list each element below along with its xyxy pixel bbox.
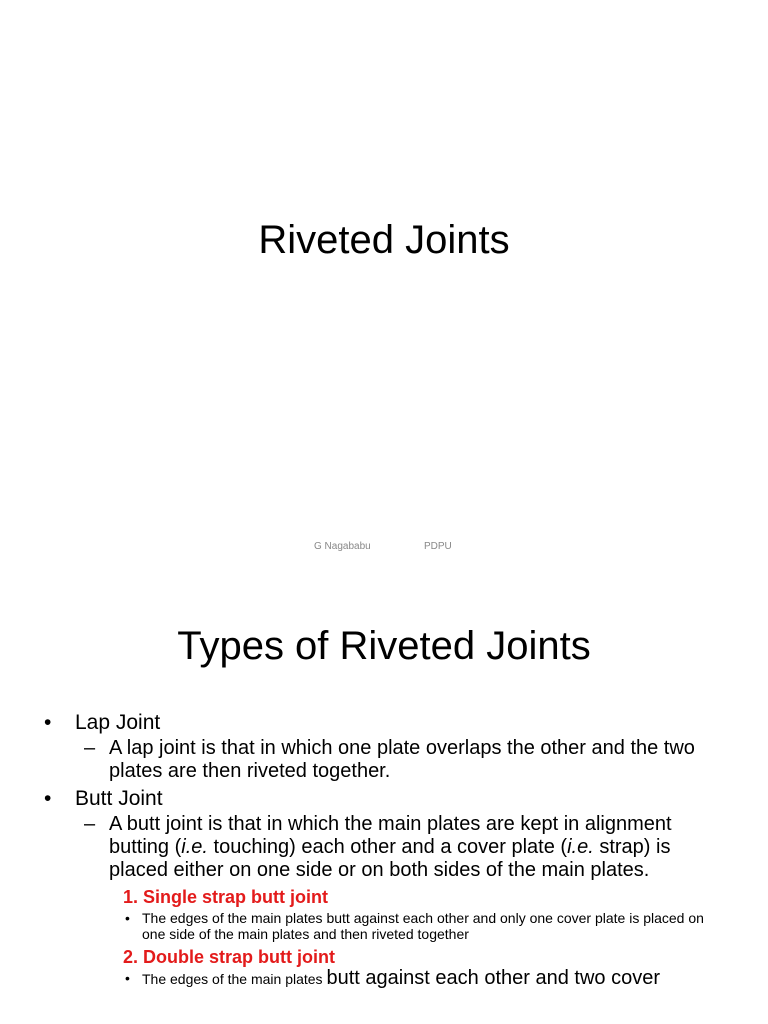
bullet-text-part: touching) each other and a cover plate (: [207, 836, 568, 858]
bullet-text-small: The edges of the main plates: [142, 971, 327, 987]
footer-org: PDPU: [424, 541, 452, 552]
bullet-marker: •: [125, 970, 130, 986]
subheading-single-strap: 1. Single strap butt joint: [123, 887, 329, 907]
bullet-butt-joint: [44, 787, 724, 811]
bullet-text-part: A butt joint is that in which the main plates are kept in alignment butting (: [109, 813, 672, 858]
bullet-text: A lap joint is that in which one plate overlaps the other and the two plates are then riveted together.: [109, 737, 695, 782]
dash-marker: –: [84, 737, 96, 759]
bullet-lap-joint: [44, 711, 724, 735]
bullet-heading: Lap Joint: [75, 711, 161, 734]
sub-bullet-butt-description: [44, 813, 724, 882]
bullet-list: [44, 711, 724, 991]
bullet-text-italic: i.e.: [567, 836, 594, 858]
content-slide: [0, 576, 768, 1024]
bullet-text: The edges of the main plates butt against each other and only one cover plate is placed on one side of the main plates and then riveted together: [142, 910, 704, 942]
footer-author: G Nagababu: [314, 541, 371, 552]
sub-bullet-lap-description: [44, 737, 724, 783]
bullet-heading: Butt Joint: [75, 787, 163, 810]
sub-sub-bullet-single-strap: [44, 910, 724, 942]
bullet-marker: •: [125, 910, 130, 926]
bullet-text-large: butt against each other and two cover: [326, 967, 660, 989]
bullet-text-italic: i.e.: [181, 836, 208, 858]
bullet-text-part: strap) is placed either on one side or on both sides of the main plates.: [109, 836, 671, 881]
slide-title: Riveted Joints: [258, 218, 510, 262]
sub-sub-bullet-double-strap: [44, 967, 724, 989]
dash-marker: –: [84, 813, 96, 835]
subheading-double-strap: 2. Double strap butt joint: [123, 947, 335, 967]
slide-title: Types of Riveted Joints: [177, 624, 591, 668]
